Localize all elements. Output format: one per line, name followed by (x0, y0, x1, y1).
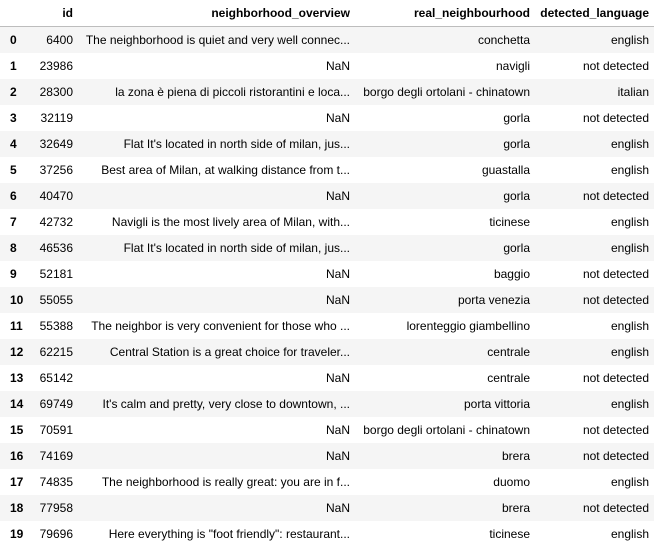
row-index: 7 (10, 215, 17, 229)
cell-neighborhood-overview: NaN (325, 59, 350, 73)
cell-real-neighbourhood: navigli (495, 59, 530, 73)
row-index: 15 (10, 423, 24, 437)
cell-id: 32649 (39, 137, 73, 151)
row-index: 18 (10, 501, 24, 515)
cell-detected-language: english (610, 345, 649, 359)
cell-id: 42732 (39, 215, 73, 229)
table-row (0, 209, 654, 235)
cell-real-neighbourhood: brera (501, 449, 530, 463)
row-index: 8 (10, 241, 17, 255)
cell-id: 52181 (39, 267, 73, 281)
cell-real-neighbourhood: gorla (503, 241, 530, 255)
table-row (0, 235, 654, 261)
row-index: 4 (10, 137, 17, 151)
header-detected-language: detected_language (535, 0, 654, 27)
row-index: 17 (10, 475, 24, 489)
cell-neighborhood-overview: NaN (325, 449, 350, 463)
table-row (0, 495, 654, 521)
table-row (0, 391, 654, 417)
row-index: 10 (10, 293, 24, 307)
row-index: 2 (10, 85, 17, 99)
cell-detected-language: english (610, 397, 649, 411)
cell-id: 6400 (46, 33, 73, 47)
table-row (0, 131, 654, 157)
row-index: 3 (10, 111, 17, 125)
cell-id: 28300 (39, 85, 73, 99)
cell-id: 77958 (39, 501, 73, 515)
row-index: 19 (10, 527, 24, 541)
cell-neighborhood-overview: Here everything is "foot friendly": restaurant... (108, 527, 350, 541)
cell-real-neighbourhood: centrale (487, 371, 530, 385)
table-row (0, 79, 654, 105)
cell-neighborhood-overview: Flat It's located in north side of milan, jus... (123, 241, 350, 255)
cell-real-neighbourhood: porta vittoria (463, 397, 530, 411)
cell-id: 46536 (39, 241, 73, 255)
cell-detected-language: not detected (582, 449, 649, 463)
cell-neighborhood-overview: Flat It's located in north side of milan, jus... (123, 137, 350, 151)
header-id: id (30, 0, 78, 27)
table-header (0, 0, 654, 27)
cell-real-neighbourhood: ticinese (489, 215, 530, 229)
cell-id: 62215 (39, 345, 73, 359)
cell-detected-language: not detected (582, 189, 649, 203)
cell-id: 32119 (40, 111, 73, 125)
cell-detected-language: english (610, 215, 649, 229)
cell-detected-language: english (610, 475, 649, 489)
table-row (0, 417, 654, 443)
cell-detected-language: english (610, 137, 649, 151)
cell-id: 55388 (39, 319, 73, 333)
cell-real-neighbourhood: borgo degli ortolani - chinatown (363, 423, 530, 437)
table-row (0, 521, 654, 547)
cell-detected-language: not detected (582, 371, 649, 385)
table-row (0, 365, 654, 391)
cell-id: 23986 (39, 59, 73, 73)
cell-neighborhood-overview: Central Station is a great choice for traveler... (109, 345, 350, 359)
cell-neighborhood-overview: NaN (325, 371, 350, 385)
header-real-neighbourhood: real_neighbourhood (355, 0, 535, 27)
cell-neighborhood-overview: NaN (325, 423, 350, 437)
cell-detected-language: italian (617, 85, 649, 99)
table-row (0, 469, 654, 495)
row-index: 5 (10, 163, 17, 177)
row-index: 11 (10, 319, 23, 333)
cell-real-neighbourhood: baggio (493, 267, 530, 281)
row-index: 12 (10, 345, 24, 359)
row-index: 6 (10, 189, 17, 203)
cell-neighborhood-overview: la zona è piena di piccoli ristorantini e loca... (115, 85, 350, 99)
cell-real-neighbourhood: brera (501, 501, 530, 515)
table-body (0, 27, 654, 548)
cell-detected-language: english (610, 33, 649, 47)
cell-real-neighbourhood: duomo (493, 475, 530, 489)
cell-detected-language: not detected (582, 59, 649, 73)
row-index: 13 (10, 371, 24, 385)
cell-detected-language: english (610, 241, 649, 255)
header-neighborhood-overview: neighborhood_overview (78, 0, 355, 27)
cell-neighborhood-overview: NaN (325, 293, 350, 307)
cell-id: 40470 (39, 189, 73, 203)
cell-detected-language: english (610, 319, 649, 333)
cell-real-neighbourhood: porta venezia (457, 293, 530, 307)
cell-detected-language: not detected (582, 423, 649, 437)
cell-id: 74169 (39, 449, 73, 463)
cell-detected-language: english (610, 163, 649, 177)
cell-id: 70591 (39, 423, 73, 437)
cell-id: 65142 (39, 371, 73, 385)
row-index: 9 (10, 267, 17, 281)
cell-detected-language: not detected (582, 111, 649, 125)
header-index (0, 0, 30, 27)
table-row (0, 261, 654, 287)
cell-neighborhood-overview: The neighbor is very convenient for those who ... (91, 319, 350, 333)
cell-neighborhood-overview: The neighborhood is really great: you are in f... (101, 475, 350, 489)
cell-neighborhood-overview: Best area of Milan, at walking distance from t... (101, 163, 350, 177)
table-row (0, 313, 654, 339)
cell-detected-language: not detected (582, 293, 649, 307)
cell-id: 37256 (39, 163, 73, 177)
row-index: 16 (10, 449, 24, 463)
cell-id: 55055 (39, 293, 73, 307)
cell-detected-language: not detected (582, 501, 649, 515)
cell-detected-language: english (610, 527, 649, 541)
row-index: 14 (10, 397, 24, 411)
table-row (0, 443, 654, 469)
cell-real-neighbourhood: gorla (503, 111, 530, 125)
table-row (0, 53, 654, 79)
cell-neighborhood-overview: NaN (325, 267, 350, 281)
header-row (0, 0, 654, 27)
cell-id: 74835 (39, 475, 73, 489)
table-row (0, 183, 654, 209)
cell-id: 69749 (39, 397, 73, 411)
cell-neighborhood-overview: The neighborhood is quiet and very well connec... (85, 33, 350, 47)
cell-real-neighbourhood: gorla (503, 189, 530, 203)
cell-neighborhood-overview: Navigli is the most lively area of Milan, with... (111, 215, 350, 229)
table-row (0, 157, 654, 183)
cell-real-neighbourhood: ticinese (489, 527, 530, 541)
table-row (0, 287, 654, 313)
cell-real-neighbourhood: borgo degli ortolani - chinatown (363, 85, 530, 99)
row-index: 0 (10, 33, 17, 47)
cell-neighborhood-overview: NaN (325, 501, 350, 515)
cell-detected-language: not detected (582, 267, 649, 281)
cell-id: 79696 (39, 527, 73, 541)
cell-real-neighbourhood: gorla (503, 137, 530, 151)
cell-neighborhood-overview: NaN (325, 189, 350, 203)
table-row (0, 27, 654, 54)
cell-real-neighbourhood: guastalla (481, 163, 530, 177)
table-row (0, 339, 654, 365)
cell-real-neighbourhood: centrale (487, 345, 530, 359)
row-index: 1 (10, 59, 17, 73)
cell-neighborhood-overview: NaN (325, 111, 350, 125)
cell-real-neighbourhood: conchetta (477, 33, 530, 47)
cell-real-neighbourhood: lorenteggio giambellino (406, 319, 530, 333)
table-row (0, 105, 654, 131)
cell-neighborhood-overview: It's calm and pretty, very close to downtown, ... (102, 397, 350, 411)
